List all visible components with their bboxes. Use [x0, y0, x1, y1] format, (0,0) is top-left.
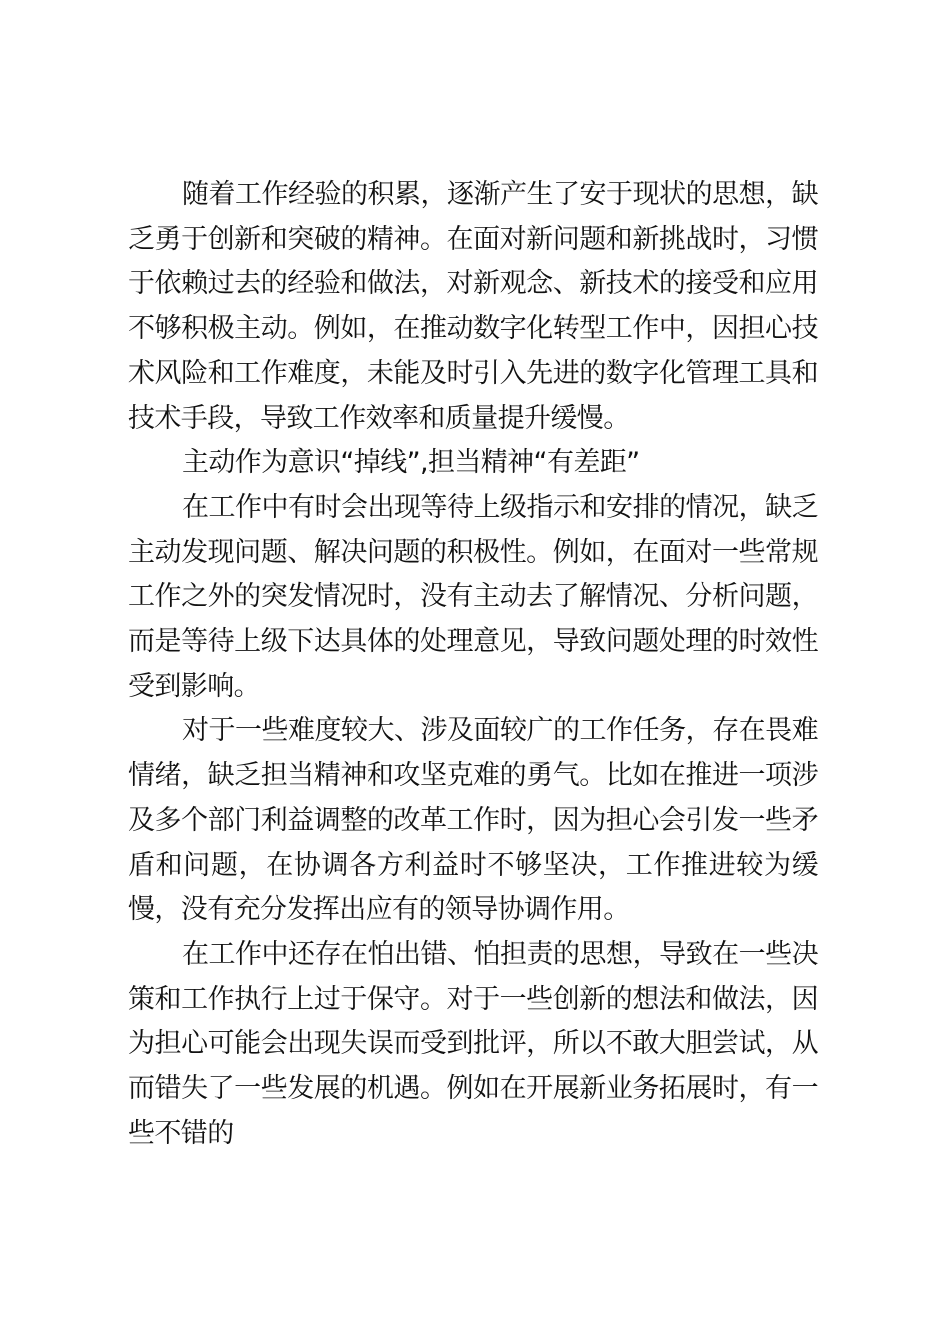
document-body	[128, 173, 818, 1156]
section-heading: 主动作为意识“掉线”,担当精神“有差距”	[182, 447, 640, 479]
paragraph-waiting-instructions: 在工作中有时会出现等待上级指示和安排的情况，缺乏主动发现问题、解决问题的积极性。例如，在面对一些常规工作之外的突发情况时，没有主动去了解情况、分析问题，而是等待上级下达具体的处理意见，导致问题处理的时效性受到影响。	[128, 491, 818, 702]
paragraph-fear-of-mistakes: 在工作中还存在怕出错、怕担责的思想，导致在一些决策和工作执行上过于保守。对于一些创新的想法和做法，因为担心可能会出现失误而受到批评，所以不敢大胆尝试，从而错失了一些发展的机遇。例如在开展新业务拓展时，有一些不错的	[128, 938, 818, 1149]
paragraph-fear-of-difficulty: 对于一些难度较大、涉及面较广的工作任务，存在畏难情绪，缺乏担当精神和攻坚克难的勇气。比如在推进一项涉及多个部门利益调整的改革工作时，因为担心会引发一些矛盾和问题，在协调各方利益时不够坚决，工作推进较为缓慢，没有充分发挥出应有的领导协调作用。	[128, 715, 818, 926]
paragraph-complacency: 随着工作经验的积累，逐渐产生了安于现状的思想，缺乏勇于创新和突破的精神。在面对新问题和新挑战时，习惯于依赖过去的经验和做法，对新观念、新技术的接受和应用不够积极主动。例如，在推动数字化转型工作中，因担心技术风险和工作难度，未能及时引入先进的数字化管理工具和技术手段，导致工作效率和质量提升缓慢。	[128, 179, 818, 434]
